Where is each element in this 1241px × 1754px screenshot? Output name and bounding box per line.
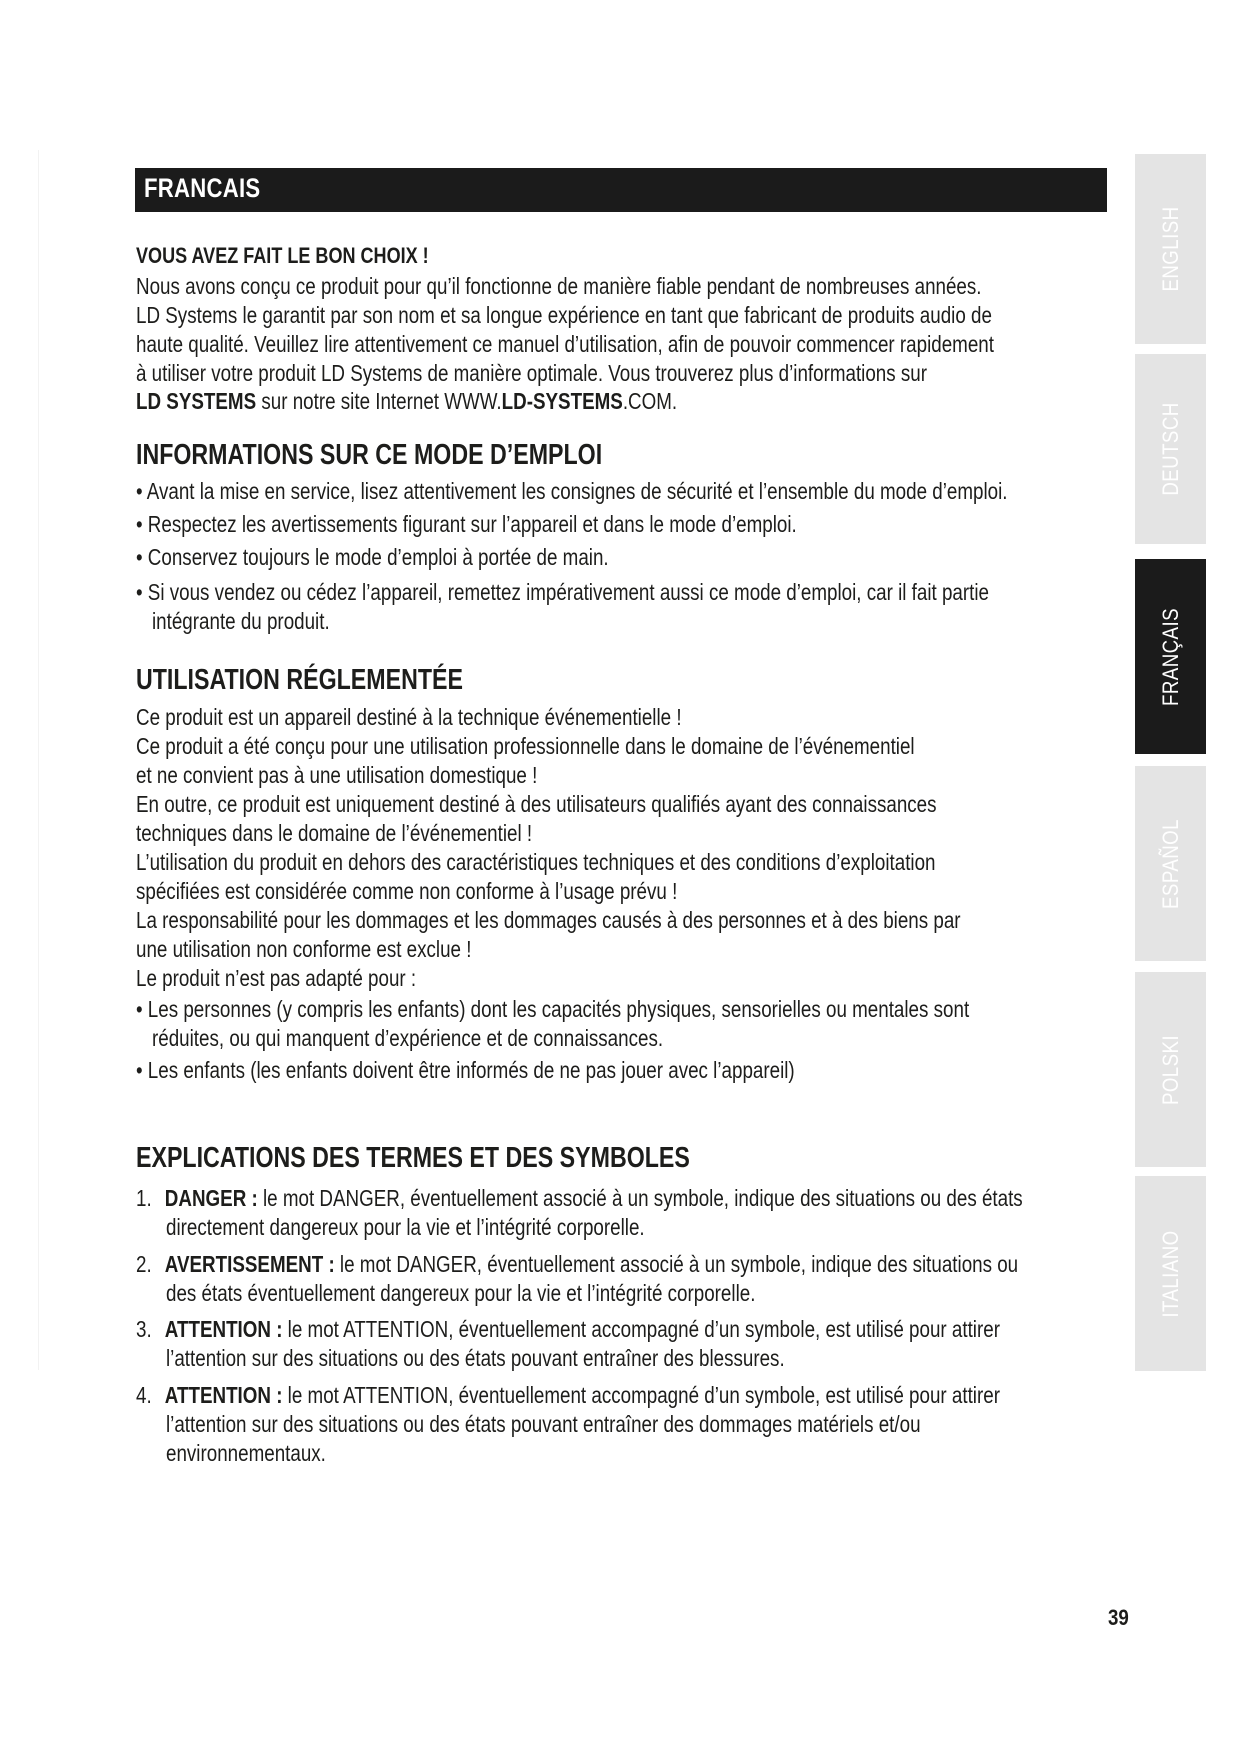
brand-name: LD SYSTEMS bbox=[136, 388, 257, 414]
page-edge-rule bbox=[38, 150, 39, 1370]
intended-use-line: une utilisation non conforme est exclue ! bbox=[136, 936, 472, 962]
term-label: ATTENTION : bbox=[164, 1382, 283, 1408]
term-item bbox=[136, 1381, 1000, 1410]
intended-use-line: L’utilisation du produit en dehors des caractéristiques techniques et des conditions d’exploitation bbox=[136, 849, 936, 875]
term-text: le mot ATTENTION, éventuellement accompagné d’un symbole, est utilisé pour attirer bbox=[282, 1316, 1000, 1342]
intro-line: haute qualité. Veuillez lire attentivement ce manuel d’utilisation, afin de pouvoir commencer rapidement bbox=[136, 331, 994, 357]
manual-info-heading: INFORMATIONS SUR CE MODE D’EMPLOI bbox=[136, 439, 603, 471]
intro-line: à utiliser votre produit LD Systems de manière optimale. Vous trouverez plus d’informations sur bbox=[136, 360, 928, 386]
term-item-cont: des états éventuellement dangereux pour la vie et l’intégrité corporelle. bbox=[166, 1280, 756, 1306]
intended-use-line: techniques dans le domaine de l’événementiel ! bbox=[136, 820, 533, 846]
website-text: sur notre site Internet WWW. bbox=[256, 388, 502, 414]
term-number: 1. bbox=[136, 1185, 152, 1211]
intended-use-line: Ce produit est un appareil destiné à la technique événementielle ! bbox=[136, 704, 682, 730]
page-number: 39 bbox=[1108, 1605, 1129, 1630]
section-title: FRANCAIS bbox=[144, 173, 261, 203]
intro-line: Nous avons conçu ce produit pour qu’il fonctionne de manière fiable pendant de nombreuses années. bbox=[136, 273, 982, 299]
intro-website-line bbox=[136, 387, 677, 416]
tab-label: ENGLISH bbox=[1157, 206, 1183, 292]
terms-heading: EXPLICATIONS DES TERMES ET DES SYMBOLES bbox=[136, 1142, 690, 1174]
intended-use-bullet: • Les enfants (les enfants doivent être informés de ne pas jouer avec l’appareil) bbox=[136, 1057, 795, 1083]
term-item-cont: environnementaux. bbox=[166, 1440, 326, 1466]
manual-info-bullet: • Avant la mise en service, lisez attentivement les consignes de sécurité et l’ensemble du mode d’emploi. bbox=[136, 478, 1008, 504]
intended-use-bullet-cont: réduites, ou qui manquent d’expérience et de connaissances. bbox=[152, 1025, 664, 1051]
intro-line: LD Systems le garantit par son nom et sa longue expérience en tant que fabricant de produits audio de bbox=[136, 302, 992, 328]
intended-use-heading: UTILISATION RÉGLEMENTÉE bbox=[136, 664, 463, 696]
intended-use-line: La responsabilité pour les dommages et les dommages causés à des personnes et à des biens par bbox=[136, 907, 961, 933]
tab-label: FRANÇAIS bbox=[1157, 607, 1183, 706]
manual-info-bullet: • Respectez les avertissements figurant sur l’appareil et dans le mode d’emploi. bbox=[136, 511, 797, 537]
term-label: DANGER : bbox=[164, 1185, 258, 1211]
term-text: le mot DANGER, éventuellement associé à un symbole, indique des situations ou des états bbox=[257, 1185, 1023, 1211]
term-number: 4. bbox=[136, 1382, 152, 1408]
intended-use-line: Le produit n’est pas adapté pour : bbox=[136, 965, 417, 991]
term-number: 2. bbox=[136, 1251, 152, 1277]
term-item-cont: directement dangereux pour la vie et l’intégrité corporelle. bbox=[166, 1214, 645, 1240]
manual-info-bullet-cont: intégrante du produit. bbox=[152, 608, 330, 634]
website-domain: LD-SYSTEMS bbox=[501, 388, 623, 414]
manual-info-bullet: • Conservez toujours le mode d’emploi à portée de main. bbox=[136, 544, 609, 570]
tab-polski[interactable] bbox=[1135, 972, 1206, 1167]
manual-info-bullet: • Si vous vendez ou cédez l’appareil, remettez impérativement aussi ce mode d’emploi, car il fait partie bbox=[136, 579, 989, 605]
intro-heading: VOUS AVEZ FAIT LE BON CHOIX ! bbox=[136, 243, 429, 268]
website-suffix: .COM. bbox=[622, 388, 678, 414]
section-header-bar bbox=[135, 168, 1107, 212]
tab-label: ESPAÑOL bbox=[1157, 818, 1183, 909]
term-item-cont: l’attention sur des situations ou des états pouvant entraîner des dommages matériels et/ou bbox=[166, 1411, 921, 1437]
intended-use-line: Ce produit a été conçu pour une utilisation professionnelle dans le domaine de l’événementiel bbox=[136, 733, 915, 759]
tab-deutsch[interactable] bbox=[1135, 354, 1206, 544]
tab-label: POLSKI bbox=[1157, 1034, 1183, 1105]
tab-label: ITALIANO bbox=[1157, 1229, 1183, 1318]
tab-english[interactable] bbox=[1135, 154, 1206, 344]
intended-use-bullet: • Les personnes (y compris les enfants) dont les capacités physiques, sensorielles ou mentales sont bbox=[136, 996, 970, 1022]
tab-francais[interactable] bbox=[1135, 559, 1206, 754]
term-item bbox=[136, 1250, 1018, 1279]
term-label: AVERTISSEMENT : bbox=[164, 1251, 335, 1277]
intended-use-line: et ne convient pas à une utilisation domestique ! bbox=[136, 762, 538, 788]
term-label: ATTENTION : bbox=[164, 1316, 283, 1342]
intended-use-line: En outre, ce produit est uniquement destiné à des utilisateurs qualifiés ayant des connaissances bbox=[136, 791, 937, 817]
tab-italiano[interactable] bbox=[1135, 1176, 1206, 1371]
term-item-cont: l’attention sur des situations ou des états pouvant entraîner des blessures. bbox=[166, 1345, 785, 1371]
term-item bbox=[136, 1315, 1000, 1344]
tab-label: DEUTSCH bbox=[1157, 402, 1183, 496]
tab-espanol[interactable] bbox=[1135, 766, 1206, 961]
term-text: le mot DANGER, éventuellement associé à un symbole, indique des situations ou bbox=[334, 1251, 1019, 1277]
intended-use-line: spécifiées est considérée comme non conforme à l’usage prévu ! bbox=[136, 878, 678, 904]
term-item bbox=[136, 1184, 1023, 1213]
term-number: 3. bbox=[136, 1316, 152, 1342]
term-text: le mot ATTENTION, éventuellement accompagné d’un symbole, est utilisé pour attirer bbox=[282, 1382, 1000, 1408]
